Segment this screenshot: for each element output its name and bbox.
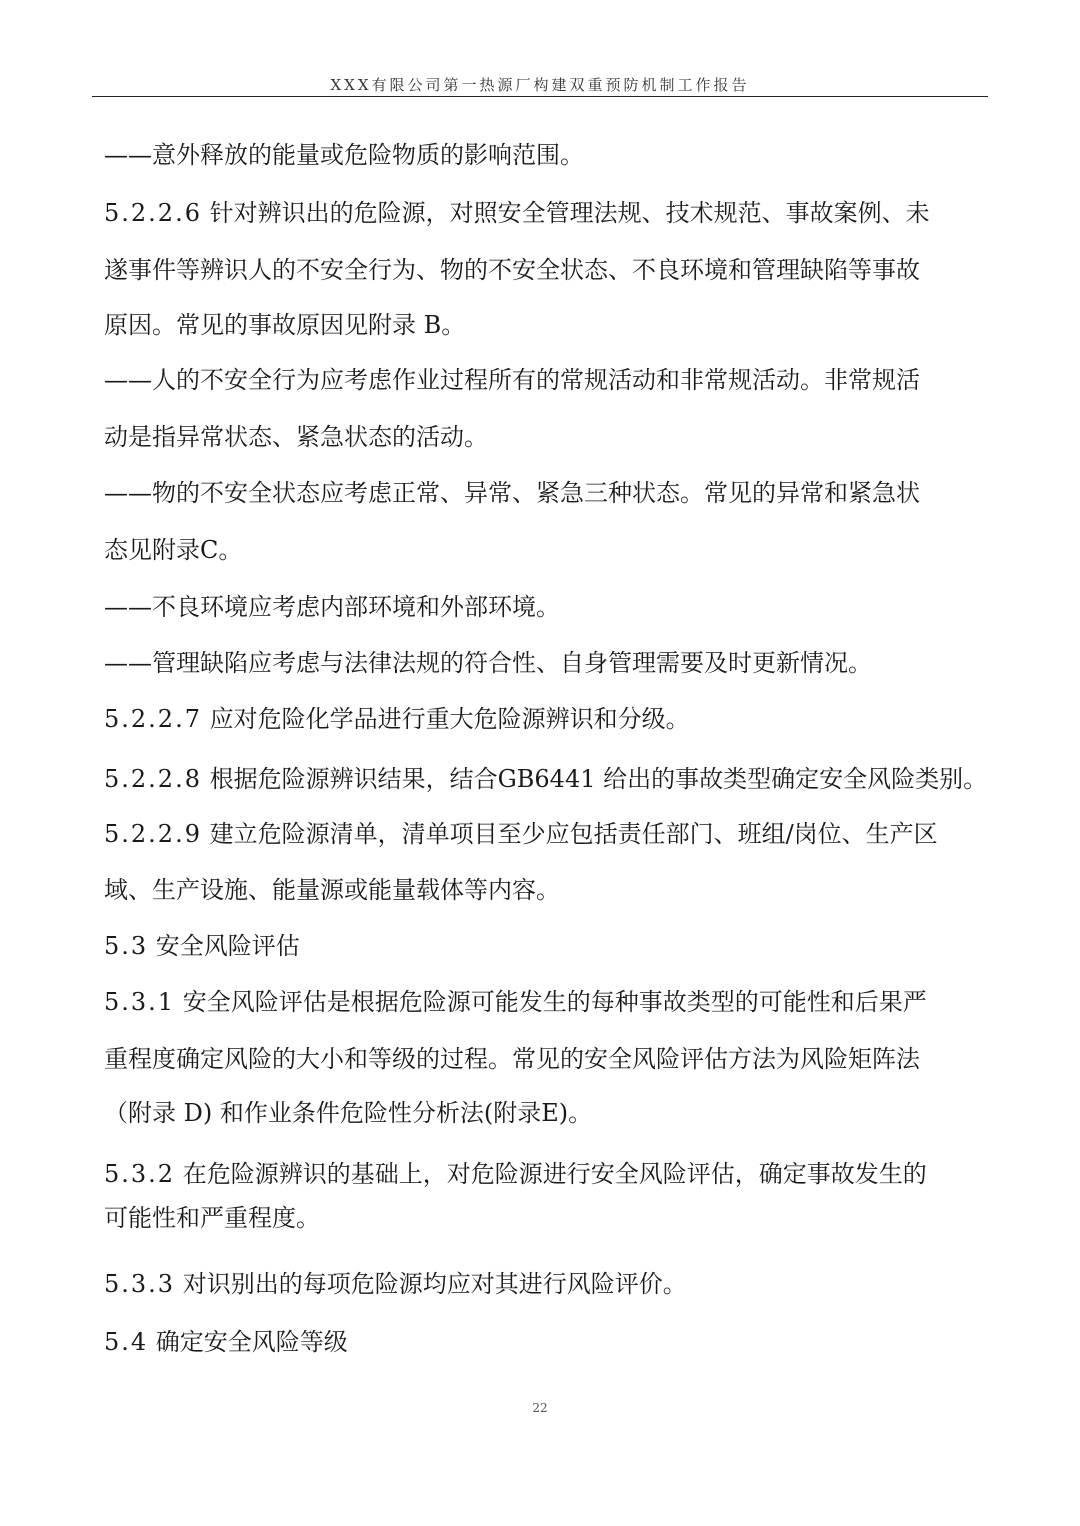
body-line — [104, 364, 920, 396]
line-text: 确定安全风险等级 — [148, 1328, 348, 1356]
clause-number: 5.2.2.6 — [104, 199, 202, 227]
line-text: 域、生产设施、能量源或能量载体等内容。 — [104, 876, 560, 904]
line-text: 动是指异常状态、紧急状态的活动。 — [104, 423, 488, 451]
line-text: 对识别出的每项危险源均应对其进行风险评价。 — [175, 1270, 687, 1298]
body-line — [104, 534, 242, 566]
line-text: 安全风险评估是根据危险源可能发生的每种事故类型的可能性和后果严 — [175, 988, 927, 1016]
line-text: 重程度确定风险的大小和等级的过程。常见的安全风险评估方法为风险矩阵法 — [104, 1045, 920, 1073]
body-line — [104, 703, 690, 735]
clause-number: 5.3 — [104, 932, 149, 960]
body-line — [104, 1202, 320, 1234]
clause-number: 5.2.2.9 — [104, 820, 202, 848]
body-line — [104, 1268, 687, 1300]
body-line — [104, 309, 465, 341]
body-line — [104, 986, 927, 1018]
clause-number: 5.3.3 — [104, 1270, 176, 1298]
line-text: 应对危险化学品进行重大危险源辨识和分级。 — [201, 705, 690, 733]
line-text: ——物的不安全状态应考虑正常、异常、紧急三种状态。常见的异常和紧急状 — [104, 479, 920, 507]
body-line — [104, 763, 987, 795]
line-text: ——意外释放的能量或危险物质的影响范围。 — [104, 141, 584, 169]
body-line — [104, 647, 872, 679]
body-line — [104, 139, 584, 171]
clause-number: 5.3.2 — [104, 1160, 176, 1188]
body-line — [104, 1097, 592, 1129]
page-number: 22 — [532, 1401, 548, 1415]
page-header: XXX有限公司第一热源厂构建双重预防机制工作报告 — [330, 76, 750, 94]
body-line — [104, 197, 930, 229]
clause-number: 5.4 — [104, 1328, 149, 1356]
line-text: 遂事件等辨识人的不安全行为、物的不安全状态、不良环境和管理缺陷等事故 — [104, 256, 920, 284]
line-text: 安全风险评估 — [148, 932, 300, 960]
line-text: 针对辨识出的危险源，对照安全管理法规、技术规范、事故案例、未 — [201, 199, 930, 227]
section-heading — [104, 930, 300, 962]
body-line — [104, 874, 560, 906]
line-text: 态见附录C。 — [104, 536, 243, 564]
line-text: 在危险源辨识的基础上，对危险源进行安全风险评估，确定事故发生的 — [175, 1160, 927, 1188]
body-line — [104, 818, 938, 850]
line-text: 可能性和严重程度。 — [104, 1204, 320, 1232]
line-text: 根据危险源辨识结果，结合GB6441 给出的事故类型确定安全风险类别。 — [201, 765, 988, 793]
line-text: ——人的不安全行为应考虑作业过程所有的常规活动和非常规活动。非常规活 — [104, 366, 920, 394]
body-line — [104, 1158, 927, 1190]
line-text: 原因。常见的事故原因见附录 B。 — [104, 311, 466, 339]
header-rule — [92, 96, 988, 97]
body-line — [104, 254, 920, 286]
clause-number: 5.2.2.8 — [104, 765, 202, 793]
body-line — [104, 591, 560, 623]
body-line — [104, 421, 488, 453]
clause-number: 5.2.2.7 — [104, 705, 202, 733]
line-text: （附录 D) 和作业条件危险性分析法(附录E)。 — [104, 1099, 593, 1127]
section-heading — [104, 1326, 348, 1358]
line-text: ——管理缺陷应考虑与法律法规的符合性、自身管理需要及时更新情况。 — [104, 649, 872, 677]
line-text: ——不良环境应考虑内部环境和外部环境。 — [104, 593, 560, 621]
body-line — [104, 477, 920, 509]
line-text: 建立危险源清单，清单项目至少应包括责任部门、班组/岗位、生产区 — [201, 820, 938, 848]
body-line — [104, 1043, 920, 1075]
clause-number: 5.3.1 — [104, 988, 176, 1016]
